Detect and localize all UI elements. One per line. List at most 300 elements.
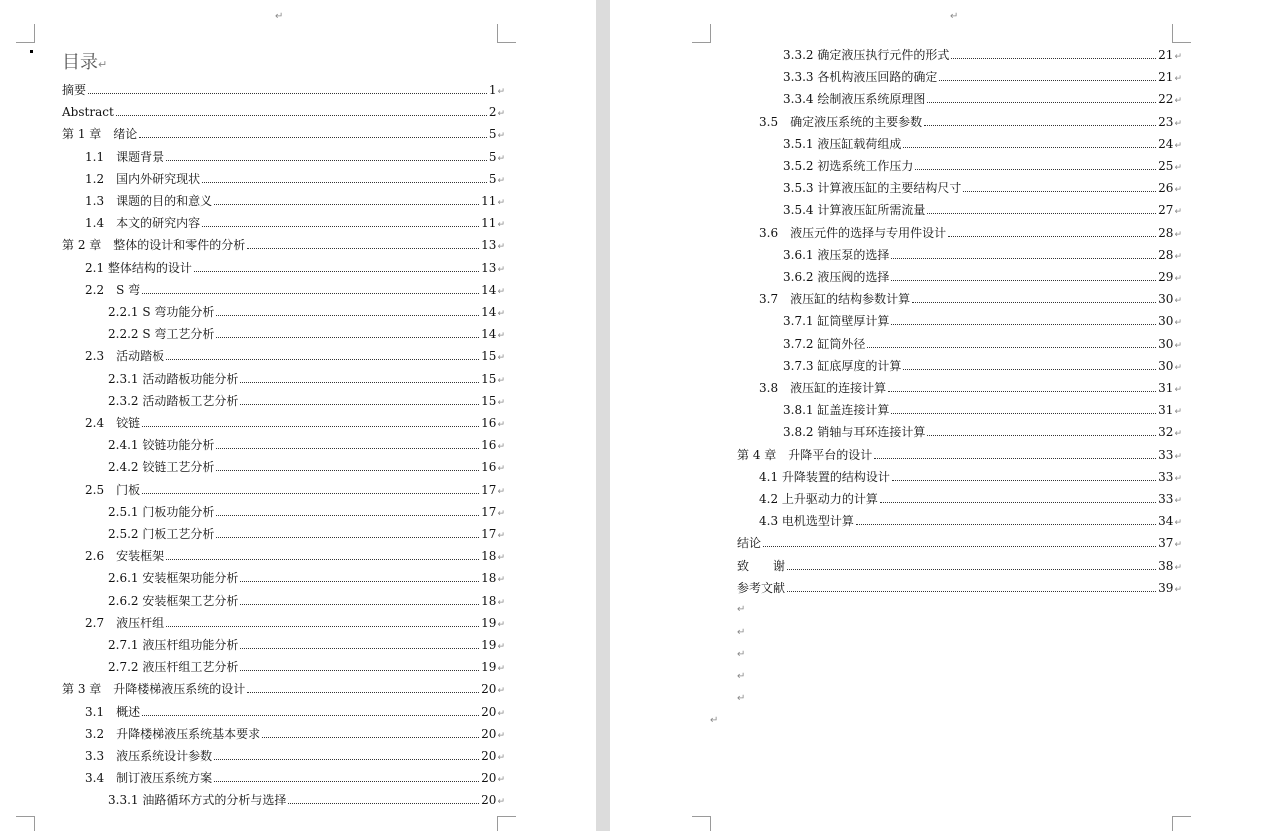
paragraph-mark: ↵: [1174, 185, 1182, 196]
toc-entry[interactable]: [62, 104, 505, 120]
toc-entry-text: 4.1 升降装置的结构设计: [759, 469, 890, 484]
toc-leader-dots: [963, 180, 1156, 192]
toc-leader-dots: [927, 424, 1156, 436]
toc-entry-text: 摘要: [62, 83, 87, 97]
toc-entry-text: 1.3 课题的目的和意义: [85, 194, 213, 208]
paragraph-mark: ↵: [497, 309, 505, 319]
toc-entry-page: 30: [1158, 336, 1174, 351]
toc-entry-page: 16: [481, 460, 497, 475]
toc-entry[interactable]: [783, 136, 1182, 152]
paragraph-mark: ↵: [1174, 473, 1182, 484]
toc-entry-page: 27: [1158, 203, 1174, 218]
document-page-right[interactable]: [610, 0, 1273, 831]
toc-entry-text: 2.4 铰链: [85, 416, 141, 430]
paragraph-mark: ↵: [1174, 407, 1182, 418]
toc-entry-page: 20: [481, 726, 497, 741]
toc-entry-text: 1.2 国内外研究现状: [85, 171, 201, 186]
toc-entry-page: 26: [1158, 181, 1174, 196]
toc-entry[interactable]: [85, 482, 505, 498]
empty-paragraph-mark: ↵: [737, 604, 746, 615]
empty-paragraph-mark: ↵: [737, 693, 746, 704]
toc-entry-page: 14: [481, 282, 497, 297]
toc-entry[interactable]: [85, 726, 505, 742]
toc-entry[interactable]: [737, 580, 1182, 596]
toc-entry[interactable]: [759, 380, 1182, 396]
toc-entry[interactable]: [783, 402, 1182, 418]
paragraph-mark: ↵: [497, 420, 505, 430]
toc-entry-text: 2.3.1 活动踏板功能分析: [108, 371, 239, 386]
paragraph-mark: ↵: [497, 531, 505, 541]
paragraph-mark: ↵: [497, 375, 505, 386]
empty-paragraph-mark: ↵: [737, 649, 746, 660]
toc-entry-page: 15: [481, 371, 497, 386]
toc-leader-dots: [142, 282, 479, 294]
empty-paragraph-mark: ↵: [710, 715, 719, 726]
paragraph-mark: ↵: [497, 264, 505, 275]
toc-entry-page: 31: [1158, 403, 1174, 418]
toc-entry-text: 3.2 升降楼梯液压系统基本要求: [85, 726, 261, 741]
toc-leader-dots: [927, 91, 1156, 103]
toc-entry-page: 16: [481, 438, 497, 453]
toc-entry-page: 21: [1158, 70, 1174, 85]
toc-entry-text: 2.4.1 铰链功能分析: [108, 438, 215, 453]
paragraph-mark: ↵: [497, 242, 505, 253]
toc-entry-text: 3.3 液压系统设计参数: [85, 749, 213, 763]
paragraph-mark: ↵: [1174, 385, 1182, 395]
toc-entry[interactable]: [783, 247, 1182, 263]
toc-entry-page: 18: [481, 571, 497, 586]
toc-leader-dots: [240, 371, 479, 383]
toc-entry[interactable]: [108, 792, 505, 808]
toc-leader-dots: [867, 336, 1156, 348]
toc-entry-page: 31: [1158, 381, 1174, 395]
toc-leader-dots: [202, 171, 487, 183]
toc-leader-dots: [166, 149, 487, 161]
toc-entry-text: 3.8 液压缸的连接计算: [759, 381, 887, 395]
toc-entry-text: 3.5.3 计算液压缸的主要结构尺寸: [783, 181, 962, 196]
toc-leader-dots: [856, 513, 1156, 525]
paragraph-mark: ↵: [1174, 274, 1182, 284]
toc-entry-page: 33: [1158, 469, 1174, 484]
toc-entry[interactable]: [783, 202, 1182, 218]
paragraph-mark: ↵: [1174, 518, 1182, 529]
toc-entry[interactable]: [783, 180, 1182, 196]
toc-entry-text: 1.1 课题背景: [85, 149, 165, 164]
toc-entry[interactable]: [62, 82, 505, 98]
toc-entry[interactable]: [85, 704, 505, 720]
toc-entry[interactable]: [783, 269, 1182, 285]
document-page-left[interactable]: [0, 0, 596, 831]
paragraph-mark: ↵: [497, 730, 505, 741]
toc-entry[interactable]: [759, 513, 1182, 529]
paragraph-mark: ↵: [497, 175, 505, 186]
toc-leader-dots: [288, 792, 479, 804]
toc-entry-text: 2.5.2 门板工艺分析: [108, 527, 215, 541]
toc-entry-page: 18: [481, 549, 497, 564]
toc-entry-text: 3.3.2 确定液压执行元件的形式: [783, 48, 950, 62]
toc-entry-page: 20: [481, 682, 497, 697]
toc-entry-text: 3.5.2 初选系统工作压力: [783, 159, 914, 173]
toc-leader-dots: [262, 726, 479, 738]
paragraph-mark: ↵: [1174, 540, 1182, 551]
toc-entry-text: 3.7.1 缸筒壁厚计算: [783, 314, 890, 329]
toc-entry-text: 3.5.1 液压缸载荷组成: [783, 136, 902, 151]
toc-entry[interactable]: [783, 424, 1182, 440]
paragraph-mark: ↵: [1174, 52, 1182, 62]
paragraph-mark: ↵: [497, 508, 505, 519]
toc-leader-dots: [216, 304, 479, 316]
toc-entry[interactable]: [108, 570, 505, 586]
crop-mark-bottom-right: [1172, 816, 1191, 831]
toc-entry-text: 第 4 章 升降平台的设计: [737, 447, 873, 462]
toc-entry-page: 11: [481, 216, 497, 231]
toc-entry-page: 32: [1158, 425, 1174, 440]
toc-leader-dots: [214, 193, 479, 205]
toc-entry-text: 2.7 液压杆组: [85, 615, 165, 630]
toc-entry[interactable]: [759, 291, 1182, 307]
toc-entry-page: 29: [1158, 270, 1174, 284]
toc-entry-text: 第 3 章 升降楼梯液压系统的设计: [62, 682, 246, 697]
toc-entry-text: 2.6 安装框架: [85, 549, 165, 564]
paragraph-mark: ↵: [1174, 96, 1182, 107]
toc-leader-dots: [891, 269, 1156, 281]
toc-leader-dots: [240, 570, 479, 582]
empty-paragraph-mark: ↵: [737, 671, 746, 682]
toc-leader-dots: [891, 402, 1156, 414]
toc-entry[interactable]: [85, 348, 505, 364]
toc-entry[interactable]: [783, 313, 1182, 329]
toc-entry-text: 2.5 门板: [85, 482, 141, 497]
paragraph-mark: ↵: [1174, 296, 1182, 307]
paragraph-mark: ↵: [497, 686, 505, 697]
toc-entry-page: 17: [481, 482, 497, 497]
toc-entry[interactable]: [62, 126, 505, 142]
toc-entry[interactable]: [759, 491, 1182, 507]
paragraph-mark: ↵: [497, 153, 505, 164]
crop-mark-bottom-right: [497, 816, 516, 831]
paragraph-mark: ↵: [1174, 429, 1182, 440]
toc-entry[interactable]: [737, 558, 1182, 574]
toc-leader-dots: [247, 681, 479, 693]
paragraph-mark: ↵: [497, 775, 505, 786]
paragraph-mark: ↵: [1174, 451, 1182, 462]
toc-entry-text: 2.1 整体结构的设计: [85, 260, 192, 275]
toc-entry[interactable]: [108, 593, 505, 609]
toc-leader-dots: [166, 615, 479, 627]
toc-leader-dots: [142, 482, 479, 494]
toc-leader-dots: [166, 348, 479, 360]
toc-leader-dots: [240, 659, 479, 671]
toc-entry-text: 2.3 活动踏板: [85, 349, 165, 364]
toc-leader-dots: [891, 247, 1156, 259]
toc-entry-text: 3.6.1 液压泵的选择: [783, 247, 890, 262]
toc-leader-dots: [88, 82, 487, 94]
toc-entry-text: 2.6.1 安装框架功能分析: [108, 571, 239, 586]
toc-entry-page: 25: [1158, 159, 1174, 173]
toc-leader-dots: [216, 437, 479, 449]
toc-entry-text: 3.3.3 各机构液压回路的确定: [783, 70, 938, 85]
toc-entry[interactable]: [759, 114, 1182, 130]
toc-leader-dots: [903, 136, 1156, 148]
toc-leader-dots: [240, 637, 479, 649]
paragraph-mark: ↵: [1174, 362, 1182, 373]
toc-entry[interactable]: [108, 371, 505, 387]
toc-entry-page: 28: [1158, 225, 1174, 240]
toc-entry-text: 3.5 确定液压系统的主要参数: [759, 114, 923, 129]
paragraph-mark: ↵: [497, 198, 505, 208]
toc-entry-text: 2.2.1 S 弯功能分析: [108, 305, 215, 319]
toc-entry-page: 38: [1158, 558, 1174, 573]
paragraph-mark: ↵: [497, 486, 505, 497]
toc-entry[interactable]: [85, 215, 505, 231]
toc-entry-page: 24: [1158, 136, 1174, 151]
toc-leader-dots: [214, 770, 479, 782]
paragraph-mark: ↵: [497, 753, 505, 763]
toc-leader-dots: [240, 393, 479, 405]
toc-entry-page: 17: [481, 504, 497, 519]
toc-entry[interactable]: [85, 415, 505, 431]
toc-entry-page: 14: [481, 305, 497, 319]
paragraph-mark: ↵: [497, 575, 505, 586]
toc-entry-text: 2.6.2 安装框架工艺分析: [108, 593, 239, 608]
toc-leader-dots: [787, 580, 1156, 592]
toc-entry[interactable]: [783, 336, 1182, 352]
bullet-mark: [30, 50, 33, 53]
toc-entry[interactable]: [783, 47, 1182, 63]
header-paragraph-mark: ↵: [275, 11, 284, 22]
toc-entry[interactable]: [108, 504, 505, 520]
paragraph-mark: ↵: [497, 619, 505, 630]
toc-leader-dots: [194, 260, 479, 272]
toc-leader-dots: [240, 593, 479, 605]
toc-entry-text: 3.6 液压元件的选择与专用件设计: [759, 225, 947, 240]
toc-leader-dots: [891, 313, 1156, 325]
toc-leader-dots: [216, 504, 479, 516]
toc-entry[interactable]: [783, 358, 1182, 374]
paragraph-mark: ↵: [1174, 229, 1182, 240]
paragraph-mark: ↵: [1174, 584, 1182, 595]
toc-entry[interactable]: [85, 548, 505, 564]
toc-entry-text: 4.3 电机选型计算: [759, 514, 854, 529]
toc-entry-page: 23: [1158, 114, 1174, 129]
toc-entry-text: 3.5.4 计算液压缸所需流量: [783, 203, 926, 218]
toc-entry-page: 14: [481, 327, 497, 342]
toc-entry[interactable]: [85, 282, 505, 298]
toc-entry-text: 3.1 概述: [85, 704, 141, 719]
crop-mark-top-right: [1172, 24, 1191, 43]
toc-entry[interactable]: [108, 659, 505, 675]
toc-leader-dots: [787, 558, 1156, 570]
toc-leader-dots: [116, 104, 487, 116]
toc-entry[interactable]: [108, 459, 505, 475]
paragraph-mark: ↵: [1174, 163, 1182, 173]
toc-entry-page: 1: [488, 83, 497, 97]
toc-entry-page: 5: [488, 171, 497, 186]
toc-entry-page: 33: [1158, 492, 1174, 506]
toc-entry-text: 3.3.4 绘制液压系统原理图: [783, 92, 926, 107]
toc-leader-dots: [915, 158, 1156, 170]
toc-entry[interactable]: [108, 437, 505, 453]
toc-entry-text: 3.4 制订液压系统方案: [85, 771, 213, 786]
toc-entry-page: 30: [1158, 358, 1174, 373]
toc-entry[interactable]: [85, 748, 505, 764]
toc-entry[interactable]: [62, 681, 505, 697]
paragraph-mark: ↵: [497, 286, 505, 297]
toc-entry-page: 19: [481, 615, 497, 630]
toc-leader-dots: [214, 748, 479, 760]
toc-entry-text: 3.3.1 油路循环方式的分析与选择: [108, 793, 287, 808]
toc-entry-page: 28: [1158, 247, 1174, 262]
paragraph-mark: ↵: [497, 397, 505, 408]
toc-entry-text: 4.2 上升驱动力的计算: [759, 492, 878, 506]
toc-leader-dots: [948, 225, 1156, 237]
toc-entry-page: 17: [481, 527, 497, 541]
toc-leader-dots: [880, 491, 1156, 503]
toc-entry-page: 34: [1158, 514, 1174, 529]
empty-paragraph-mark: ↵: [737, 627, 746, 638]
toc-entry-text: 2.2.2 S 弯工艺分析: [108, 327, 215, 342]
paragraph-mark: ↵: [1174, 118, 1182, 129]
toc-entry-page: 39: [1158, 580, 1174, 595]
toc-leader-dots: [247, 237, 479, 249]
paragraph-mark: ↵: [497, 664, 505, 675]
toc-entry-text: 3.7.3 缸底厚度的计算: [783, 358, 902, 373]
toc-entry-page: 13: [481, 260, 497, 275]
paragraph-mark: ↵: [497, 642, 505, 652]
toc-entry-text: 3.7 液压缸的结构参数计算: [759, 292, 911, 307]
toc-entry-text: 3.7.2 缸筒外径: [783, 336, 866, 351]
toc-leader-dots: [216, 526, 479, 538]
toc-entry[interactable]: [783, 91, 1182, 107]
toc-entry-page: 33: [1158, 447, 1174, 462]
toc-entry-page: 2: [488, 105, 497, 120]
toc-entry-page: 20: [481, 704, 497, 719]
paragraph-mark: ↵: [497, 597, 505, 608]
paragraph-mark: ↵: [497, 442, 505, 453]
toc-title[interactable]: 目录↵: [62, 52, 108, 73]
toc-leader-dots: [892, 469, 1156, 481]
toc-leader-dots: [142, 415, 479, 427]
toc-leader-dots: [166, 548, 479, 560]
toc-title-text: 目录: [62, 52, 98, 73]
paragraph-mark: ↵: [497, 353, 505, 364]
toc-entry[interactable]: [108, 304, 505, 320]
toc-entry[interactable]: [759, 225, 1182, 241]
toc-entry[interactable]: [85, 770, 505, 786]
toc-entry[interactable]: [85, 149, 505, 165]
paragraph-mark: ↵: [497, 87, 505, 97]
toc-entry-text: 2.4.2 铰链工艺分析: [108, 460, 215, 475]
toc-entry-page: 18: [481, 593, 497, 608]
page-gutter: [596, 0, 610, 831]
paragraph-mark: ↵: [497, 220, 505, 231]
toc-entry-text: 致 谢: [737, 558, 786, 573]
toc-leader-dots: [202, 215, 479, 227]
toc-entry[interactable]: [783, 158, 1182, 174]
toc-entry-text: 3.6.2 液压阀的选择: [783, 270, 890, 284]
toc-entry-text: 2.7.1 液压杆组功能分析: [108, 638, 239, 652]
paragraph-mark: ↵: [1174, 562, 1182, 573]
toc-entry[interactable]: [62, 237, 505, 253]
paragraph-mark: ↵: [497, 708, 505, 719]
toc-entry[interactable]: [759, 469, 1182, 485]
toc-entry[interactable]: [108, 326, 505, 342]
toc-entry-page: 22: [1158, 92, 1174, 107]
paragraph-mark: ↵: [1174, 340, 1182, 351]
paragraph-mark: ↵: [497, 109, 505, 120]
toc-entry[interactable]: [108, 526, 505, 542]
paragraph-mark: ↵: [497, 553, 505, 564]
toc-leader-dots: [903, 358, 1156, 370]
paragraph-mark: ↵: [1174, 496, 1182, 506]
paragraph-mark: ↵: [497, 331, 505, 342]
toc-entry[interactable]: [85, 260, 505, 276]
paragraph-mark: ↵: [1174, 140, 1182, 151]
toc-entry[interactable]: [108, 393, 505, 409]
header-paragraph-mark: ↵: [950, 11, 959, 22]
crop-mark-top-left: [692, 24, 711, 43]
toc-leader-dots: [924, 114, 1156, 126]
toc-entry[interactable]: [783, 69, 1182, 85]
paragraph-mark: ↵: [497, 797, 505, 808]
toc-entry-text: 结论: [737, 536, 762, 551]
paragraph-mark: ↵: [1174, 318, 1182, 329]
toc-entry[interactable]: [737, 535, 1182, 551]
paragraph-mark: ↵: [497, 131, 505, 142]
toc-entry[interactable]: [108, 637, 505, 653]
toc-entry[interactable]: [85, 171, 505, 187]
toc-entry-page: 15: [481, 393, 497, 408]
toc-leader-dots: [763, 535, 1156, 547]
toc-leader-dots: [216, 459, 479, 471]
toc-entry-page: 37: [1158, 536, 1174, 551]
toc-entry-text: Abstract: [62, 105, 114, 120]
toc-entry[interactable]: [85, 193, 505, 209]
crop-mark-top-right: [497, 24, 516, 43]
toc-leader-dots: [927, 202, 1156, 214]
toc-leader-dots: [874, 447, 1156, 459]
toc-entry-page: 19: [481, 638, 497, 652]
paragraph-mark: ↵: [497, 464, 505, 475]
toc-entry-text: 2.2 S 弯: [85, 282, 141, 297]
toc-entry-page: 30: [1158, 292, 1174, 307]
toc-leader-dots: [888, 380, 1156, 392]
toc-entry-page: 16: [481, 416, 497, 430]
toc-entry-page: 20: [481, 771, 497, 786]
toc-entry[interactable]: [737, 447, 1182, 463]
toc-leader-dots: [912, 291, 1156, 303]
toc-entry-page: 13: [481, 238, 497, 253]
toc-leader-dots: [142, 704, 479, 716]
toc-entry-text: 2.7.2 液压杆组工艺分析: [108, 660, 239, 675]
toc-entry-page: 19: [481, 660, 497, 675]
toc-entry-text: 3.8.1 缸盖连接计算: [783, 403, 890, 418]
toc-entry[interactable]: [85, 615, 505, 631]
toc-entry-text: 参考文献: [737, 580, 786, 595]
crop-mark-bottom-left: [692, 816, 711, 831]
crop-mark-bottom-left: [16, 816, 35, 831]
toc-entry-text: 第 2 章 整体的设计和零件的分析: [62, 238, 246, 253]
toc-entry-page: 11: [481, 194, 497, 208]
toc-entry-text: 第 1 章 绪论: [62, 127, 138, 142]
toc-entry-text: 1.4 本文的研究内容: [85, 216, 201, 231]
toc-entry-page: 5: [488, 127, 497, 142]
paragraph-mark: ↵: [1174, 74, 1182, 85]
toc-leader-dots: [951, 47, 1156, 59]
toc-entry-page: 21: [1158, 48, 1174, 62]
toc-leader-dots: [139, 126, 487, 138]
toc-entry-text: 3.8.2 销轴与耳环连接计算: [783, 425, 926, 440]
